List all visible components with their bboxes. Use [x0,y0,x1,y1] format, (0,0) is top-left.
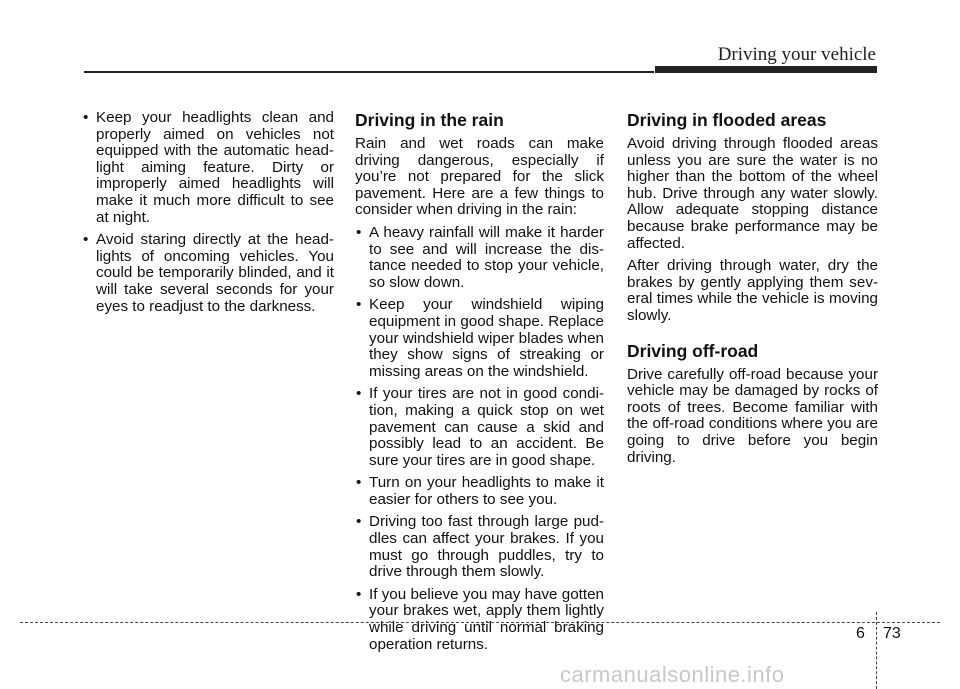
page-number: 73 [883,625,901,642]
offroad-paragraph: Drive carefully off-road because your vehicle may be damaged by rocks of roots of trees. Become familiar with the off-road conditions where you are going to drive before you begin driving. [627,365,878,466]
section-heading-offroad: Driving off-road [627,340,759,361]
list-item: • Avoid staring directly at the head-lights of oncoming vehicles. You could be temporarily blinded, and it will take several seconds for your eyes to readjust to the darkness. [83,231,334,315]
list-item: • If your tires are not in good condi-tion, making a quick stop on wet pavement can cause a skid and possibly lead to an accident. Be sure your tires are in good shape. [356,385,604,469]
bullet-icon: • [356,296,362,314]
section-heading-flooded: Driving in flooded areas [627,110,827,130]
column-left [82,110,334,321]
section-heading-rain: Driving in the rain [355,110,504,130]
list-item: • Turn on your headlights to make it easier for others to see you. [356,474,604,508]
bullet-icon: • [83,109,89,126]
bullet-icon: • [83,231,89,249]
bullet-icon: • [356,513,362,531]
rain-tips-list [355,225,604,653]
list-item: • A heavy rainfall will make it harder to see and will increase the dis-tance needed to stop your vehicle, so slow down. [356,223,604,291]
column-middle [355,110,604,659]
footer-rule [20,622,940,623]
chapter-number: 6 [856,625,865,642]
bullet-icon: • [356,385,362,403]
bullet-icon: • [356,223,362,241]
list-item: • Keep your windshield wiping equipment in good shape. Replace your windshield wiper blades when they show signs of streaking or missing areas on the windshield. [356,296,604,380]
rain-intro: Rain and wet roads can make driving dangerous, especially if you’re not prepared for the slick pavement. Here are a few things to consider when driving in the rain: [355,135,604,219]
footer-divider [876,612,877,689]
list-item: • Driving too fast through large pud-dles can affect your brakes. If you must go through puddles, try to drive through them slowly. [356,513,604,581]
header-rule [84,71,654,73]
bullet-icon: • [356,474,362,492]
list-item: • Keep your headlights clean and properly aimed on vehicles not equipped with the automatic head-light aiming feature. Dirty or improperly aimed headlights will make it much more difficult to see at night. [83,109,334,226]
flooded-paragraph-2: After driving through water, dry the brakes by gently applying them sev-eral times while the vehicle is moving slowly. [627,257,878,324]
column-right [627,110,878,472]
bullet-icon: • [356,585,362,603]
list-item: • If you believe you may have gotten your brakes wet, apply them lightly while driving until normal braking operation returns. [356,585,604,653]
page-header-title: Driving your vehicle [717,44,876,65]
watermark-text: carmanualsonline.info [560,662,785,687]
flooded-paragraph-1: Avoid driving through flooded areas unless you are sure the water is no higher than the bottom of the wheel hub. Drive through any water slowly. Allow adequate stopping distance because brake performance may be affected. [627,135,878,252]
header-rule-accent [655,66,877,73]
headlight-tips-list [82,110,334,315]
